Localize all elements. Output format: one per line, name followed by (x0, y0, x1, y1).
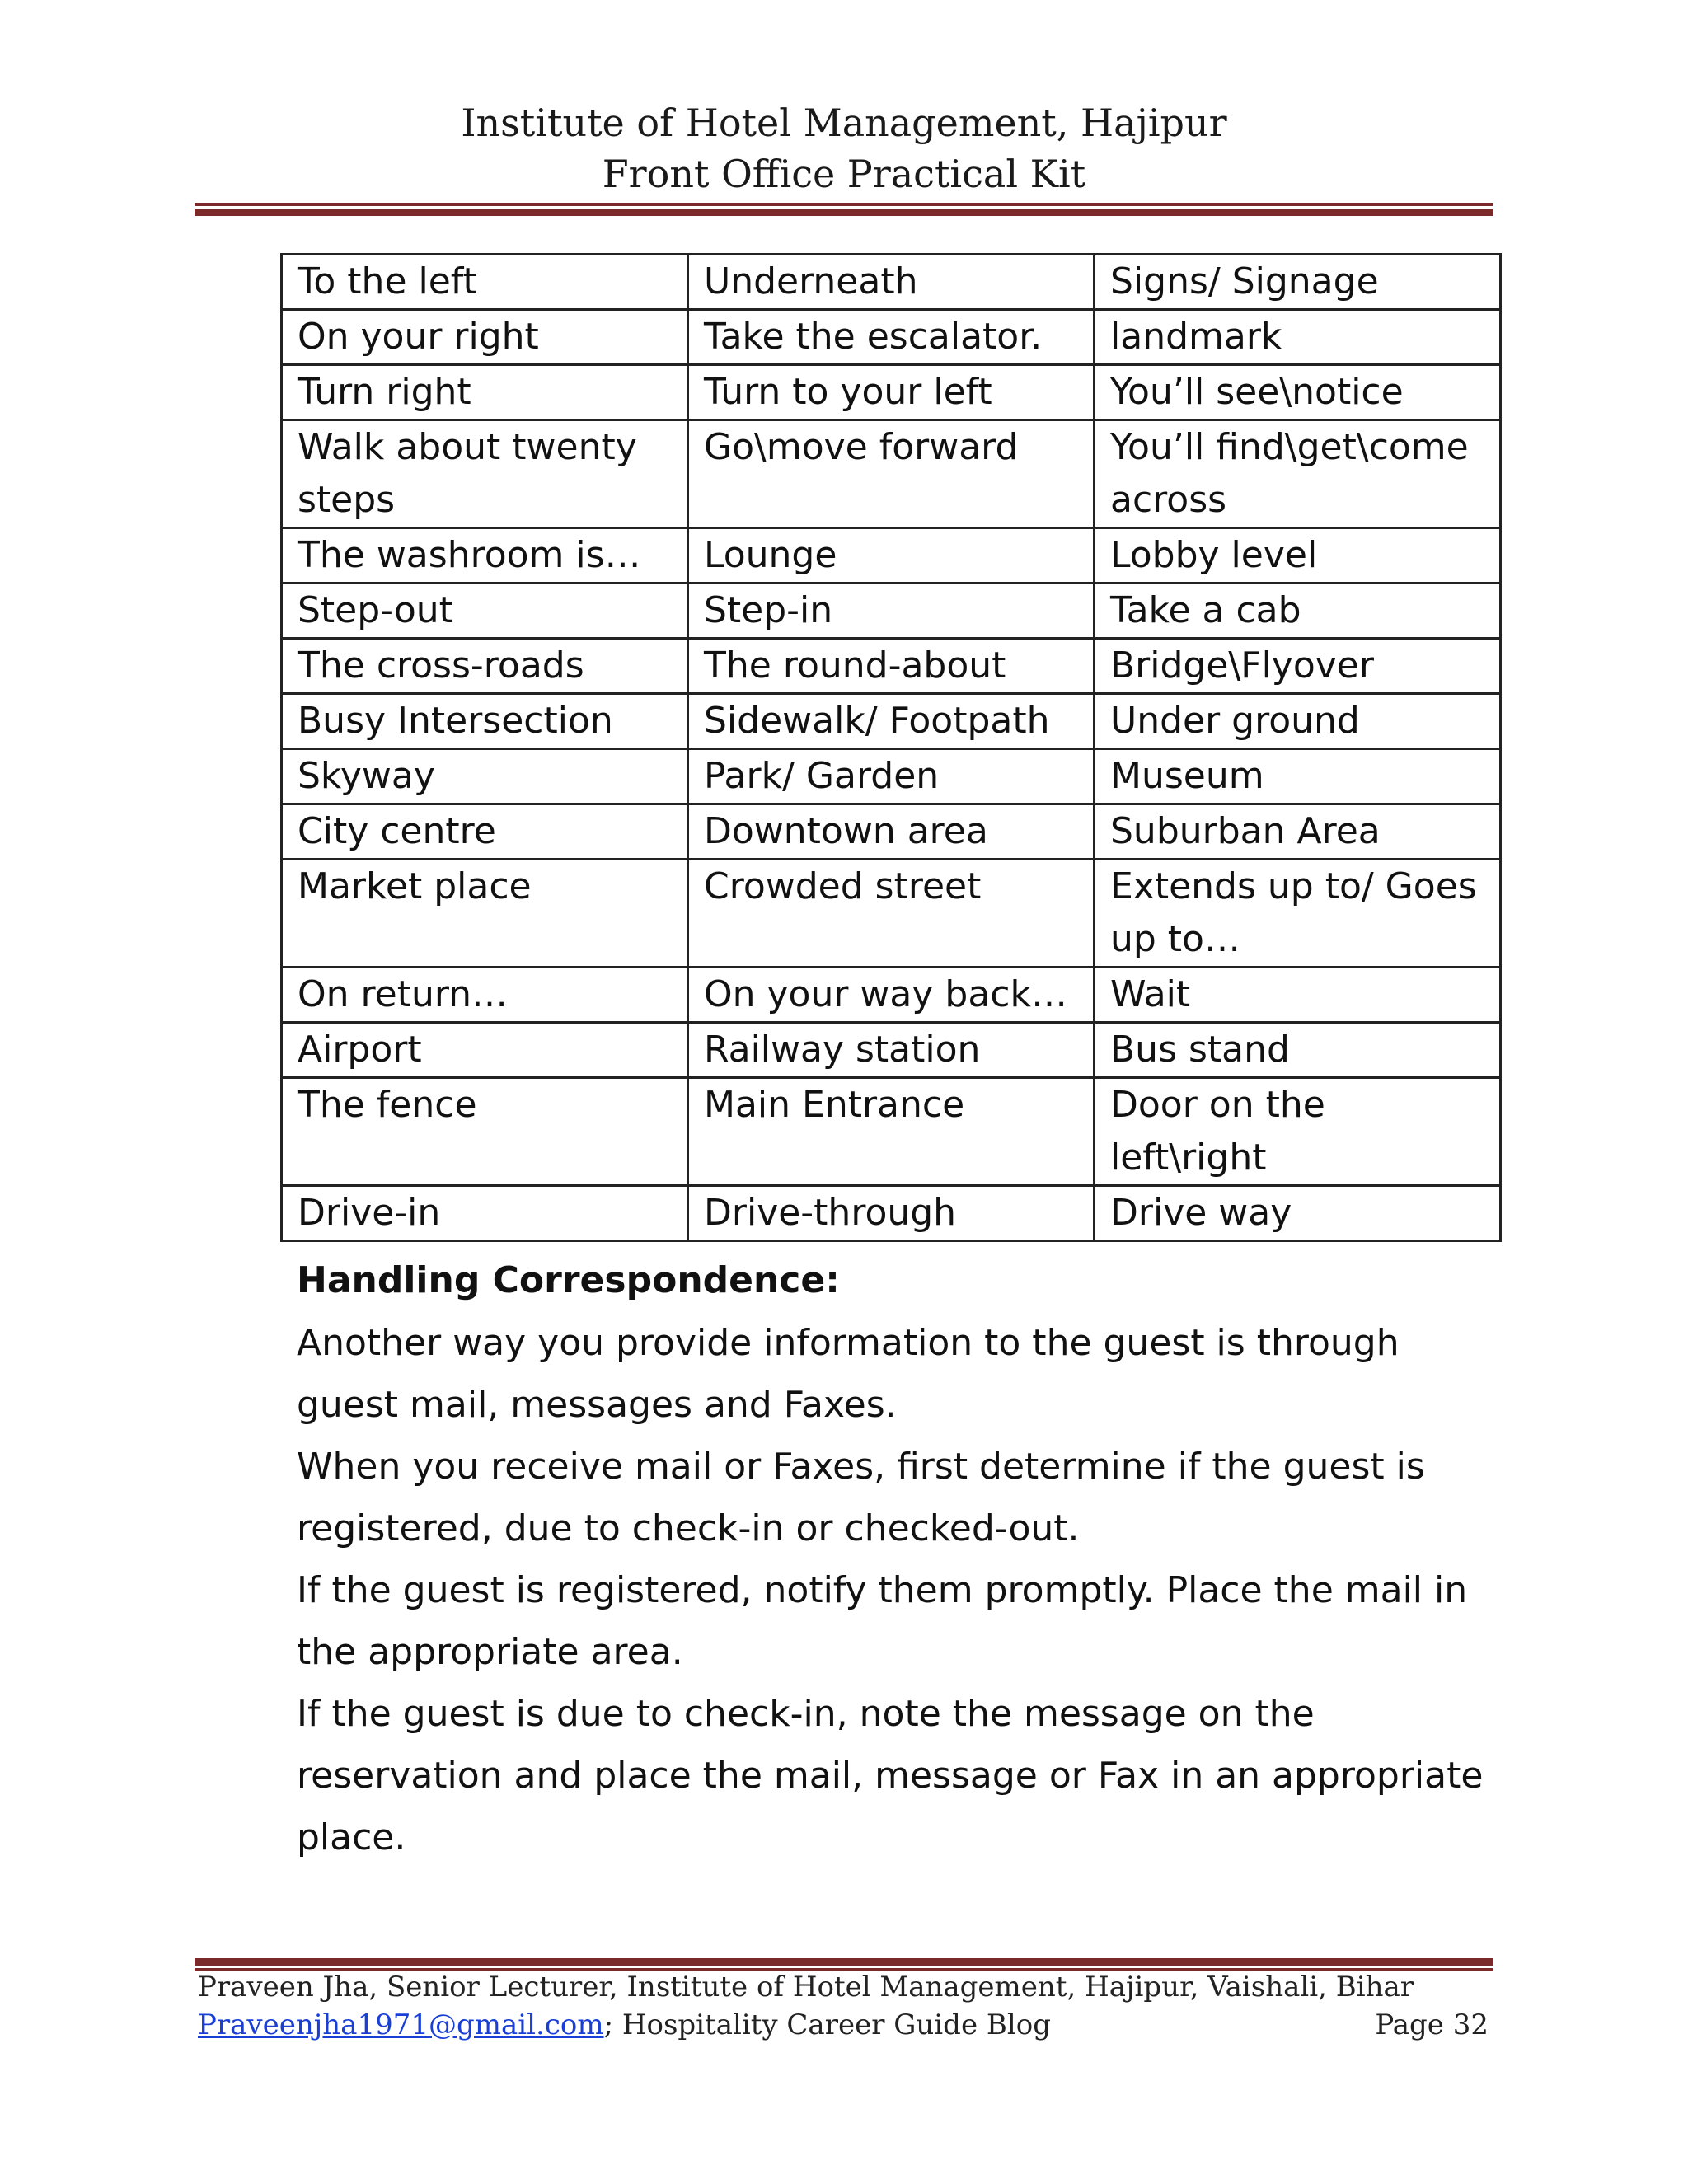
table-cell: On your right (282, 310, 688, 365)
table-row (282, 749, 1501, 804)
table-cell: Take the escalator. (688, 310, 1095, 365)
section-heading: Handling Correspondence: (297, 1259, 840, 1301)
table-cell: Take a cab (1095, 583, 1501, 639)
table-cell: On return… (282, 968, 688, 1023)
table-cell: Under ground (1095, 694, 1501, 749)
header-institute: Institute of Hotel Management, Hajipur (461, 101, 1227, 145)
table-cell: Railway station (688, 1023, 1095, 1078)
table-cell: The washroom is… (282, 528, 688, 583)
table-cell: On your way back… (688, 968, 1095, 1023)
header-kit-title: Front Office Practical Kit (602, 152, 1086, 196)
table-cell: Museum (1095, 749, 1501, 804)
table-cell: You’ll see\notice (1095, 365, 1501, 420)
table-cell: Turn right (282, 365, 688, 420)
page-number: Page 32 (1375, 2008, 1489, 2041)
table-cell: Downtown area (688, 804, 1095, 860)
table-cell: You’ll find\get\come across (1095, 420, 1501, 528)
footer-contact (198, 2006, 1051, 2044)
table-row (282, 255, 1501, 310)
table-cell: Lounge (688, 528, 1095, 583)
table-row (282, 1078, 1501, 1186)
header-divider (195, 203, 1493, 216)
table-cell: Walk about twenty steps (282, 420, 688, 528)
table-row (282, 365, 1501, 420)
table-row (282, 860, 1501, 968)
body-paragraph: When you receive mail or Faxes, first determine if the guest is registered, due to check-in or checked-out. (297, 1446, 1425, 1549)
table-cell: The fence (282, 1078, 688, 1186)
table-cell: Suburban Area (1095, 804, 1501, 860)
table-cell: Skyway (282, 749, 688, 804)
table-row (282, 1186, 1501, 1241)
table-cell: Door on the left\right (1095, 1078, 1501, 1186)
table-row (282, 639, 1501, 694)
table-row (282, 694, 1501, 749)
correspondence-section (297, 1251, 1484, 1868)
table-row (282, 968, 1501, 1023)
footer-contact-line (198, 2006, 1489, 2044)
email-link[interactable]: Praveenjha1971@gmail.com (198, 2008, 604, 2041)
footer-author: Praveen Jha, Senior Lecturer, Institute of Hotel Management, Hajipur, Vaishali, Bihar (198, 1971, 1414, 2004)
page-header (0, 97, 1688, 199)
table-row (282, 804, 1501, 860)
table-cell: Airport (282, 1023, 688, 1078)
table-row (282, 583, 1501, 639)
table-cell: City centre (282, 804, 688, 860)
table-cell: Bus stand (1095, 1023, 1501, 1078)
table-cell: The cross-roads (282, 639, 688, 694)
table-cell: Turn to your left (688, 365, 1095, 420)
table-cell: Wait (1095, 968, 1501, 1023)
table-row (282, 1023, 1501, 1078)
table-cell: Crowded street (688, 860, 1095, 968)
table-cell: Sidewalk/ Footpath (688, 694, 1095, 749)
body-paragraph: If the guest is registered, notify them promptly. Place the mail in the appropriate area. (297, 1569, 1468, 1673)
body-paragraph: If the guest is due to check-in, note the message on the reservation and place the mail, message or Fax in an appropriate place. (297, 1693, 1484, 1858)
footer-blog: ; Hospitality Career Guide Blog (603, 2008, 1051, 2041)
table-cell: Bridge\Flyover (1095, 639, 1501, 694)
table-cell: Market place (282, 860, 688, 968)
table-cell: Drive-in (282, 1186, 688, 1241)
table-cell: landmark (1095, 310, 1501, 365)
table-cell: The round-about (688, 639, 1095, 694)
table-cell: Drive way (1095, 1186, 1501, 1241)
table-cell: Step-in (688, 583, 1095, 639)
table-cell: Park/ Garden (688, 749, 1095, 804)
table-cell: Signs/ Signage (1095, 255, 1501, 310)
table-cell: To the left (282, 255, 688, 310)
table-cell: Main Entrance (688, 1078, 1095, 1186)
table-row (282, 420, 1501, 528)
table-row (282, 310, 1501, 365)
table-cell: Go\move forward (688, 420, 1095, 528)
table-cell: Underneath (688, 255, 1095, 310)
table-cell: Extends up to/ Goes up to… (1095, 860, 1501, 968)
body-paragraph: Another way you provide information to the guest is through guest mail, messages and Faxes. (297, 1322, 1400, 1426)
page-footer (198, 1968, 1489, 2044)
table-cell: Step-out (282, 583, 688, 639)
table-row (282, 528, 1501, 583)
table-cell: Lobby level (1095, 528, 1501, 583)
directions-vocabulary-table (280, 253, 1502, 1242)
table-cell: Busy Intersection (282, 694, 688, 749)
table-cell: Drive-through (688, 1186, 1095, 1241)
